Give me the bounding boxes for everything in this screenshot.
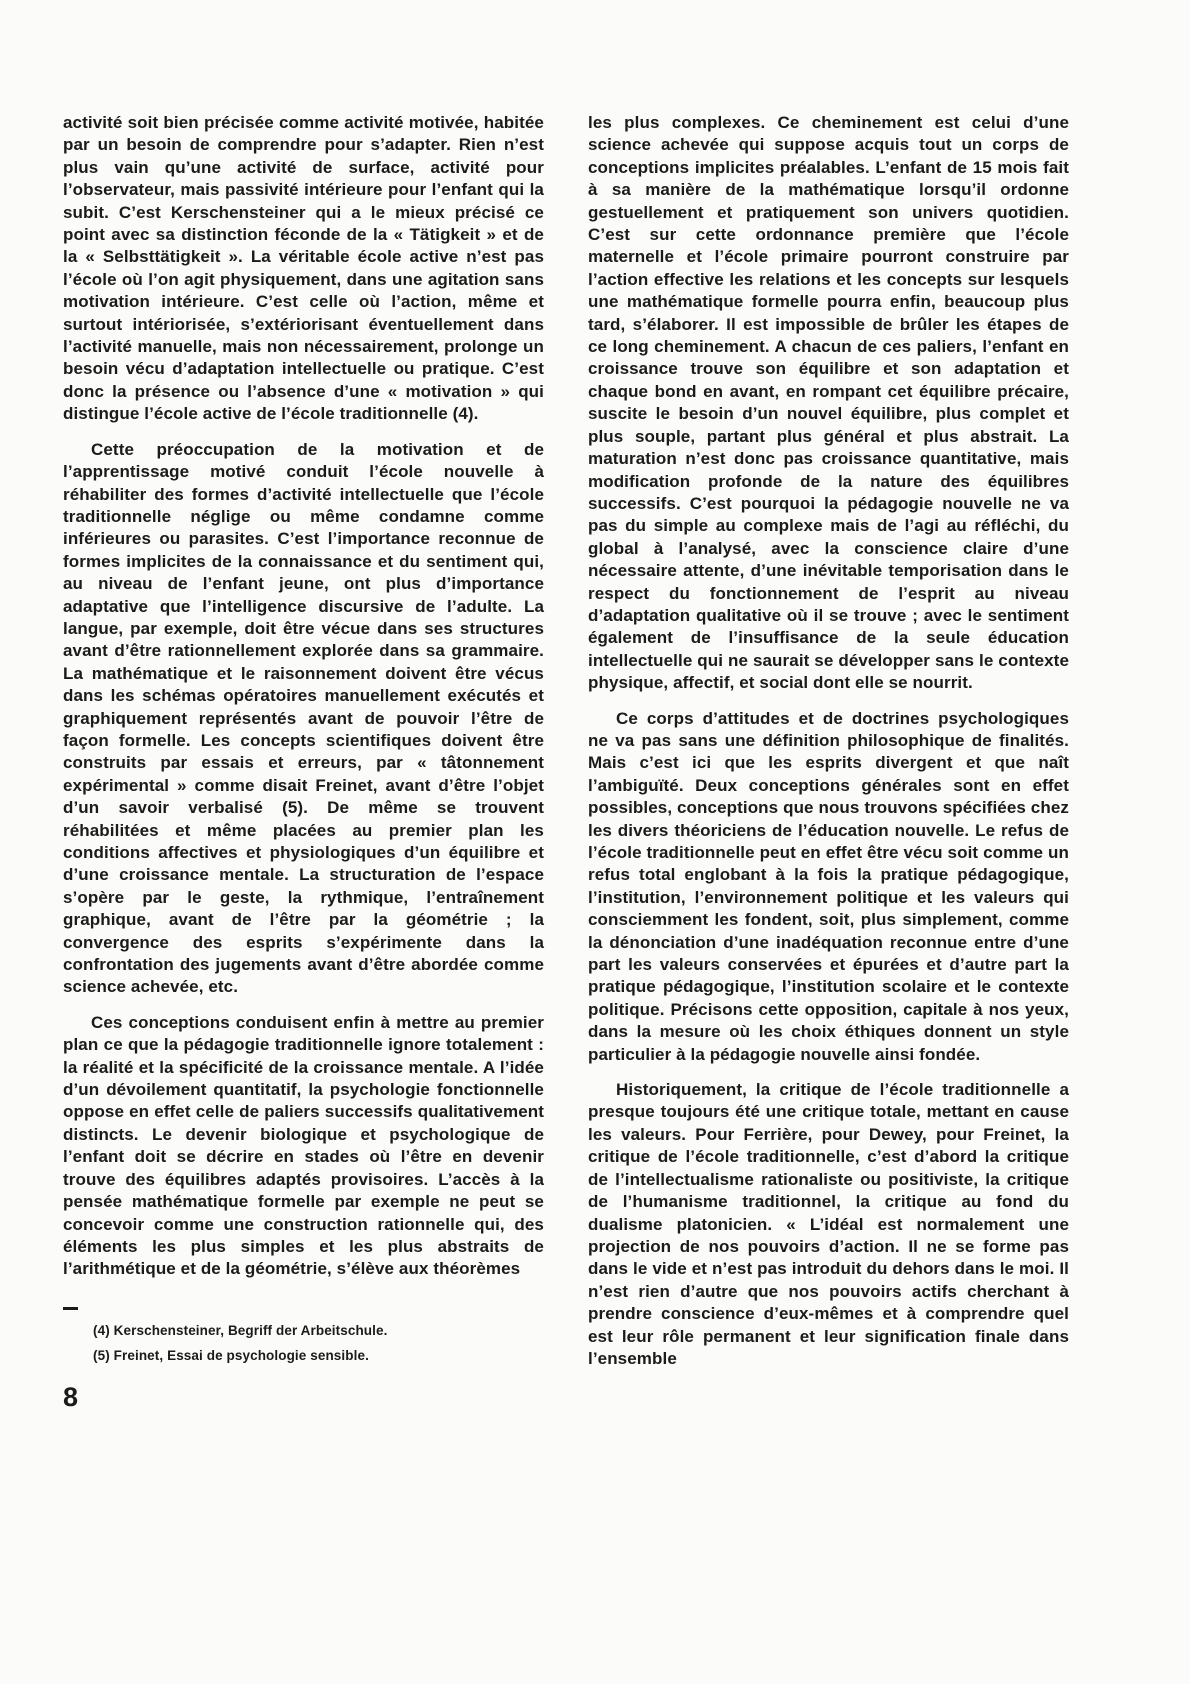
footnote-author: Kerschensteiner, (113, 1322, 225, 1338)
right-column (588, 112, 1069, 1370)
footnote-author: Freinet, (113, 1347, 164, 1363)
footnote-ref: (4) (93, 1322, 110, 1338)
paragraph: Ce corps d’attitudes et de doctrines psychologiques ne va pas sans une définition philosophique de finalités. Mais c’est ici que les esprits divergent et que naît l’ambiguïté. Deux conceptions générales sont en effet possibles, conceptions que nous trouvons spécifiées chez les divers théoriciens de l’éducation nouvelle. Le refus de l’école traditionnelle peut en effet être vécu soit comme un refus total englobant à la fois la pratique pédagogique, l’institution, l’environnement politique et les valeurs qui consciemment les fondent, soit, plus simplement, comme la dénonciation d’une inadéquation reconnue entre d’une part les valeurs conservées et épurées et d’autre part la pratique pédagogique, l’institution scolaire et le contexte politique. Précisons cette opposition, capitale à nos yeux, dans la mesure où les choix éthiques donnent un style particulier à la pédagogie nouvelle ainsi fondée. (588, 708, 1069, 1064)
paragraph: activité soit bien précisée comme activité motivée, habitée par un besoin de comprendre pour s’adapter. Rien n’est plus vain qu’une activité de surface, activité pour l’observateur, mais passivité intérieure pour l’enfant qui la subit. C’est Kerschensteiner qui a le mieux précisé ce point avec sa distinction féconde de la « Tätigkeit » et de la « Selbsttätigkeit ». La véritable école active n’est pas l’école où l’on agit physiquement, dans une agitation sans motivation intérieure. C’est celle où l’action, même et surtout intériorisée, s’extériorisant éventuellement dans l’activité manuelle, mais non nécessairement, prolonge un besoin vécu d’adaptation intellectuelle ou pratique. C’est donc la présence ou l’absence d’une « motivation » qui distingue l’école active de l’école traditionnelle (4). (63, 113, 544, 424)
paragraph: Ces conceptions conduisent enfin à mettre au premier plan ce que la pédagogie traditionnelle ignore totalement : la réalité et la spécificité de la croissance mentale. A l’idée d’un dévoilement quantitatif, la psychologie fonctionnelle oppose en effet celle de paliers successifs qualitativement distincts. Le devenir biologique et psychologique de l’enfant doit se décrire en stades où l’être en devenir trouve des équilibres adaptés provisoires. L’accès à la pensée mathématique formelle par exemple ne peut se concevoir comme une construction rationnelle qui, des éléments les plus simples et les plus abstraits de l’arithmétique et de la géométrie, s’élève aux théorèmes (63, 1012, 544, 1279)
paragraph: les plus complexes. Ce cheminement est celui d’une science achevée qui suppose acquis tout un corps de conceptions implicites préalables. L’enfant de 15 mois fait à sa manière de la mathématique lorsqu’il ordonne gestuellement et pratiquement son univers quotidien. C’est sur cette ordonnance première que l’école maternelle et l’école primaire pourront construire par l’action effective les relations et les concepts sur lesquels une mathématique formelle pourra enfin, beaucoup plus tard, s’élaborer. Il est impossible de brûler les étapes de ce long cheminement. A chacun de ces paliers, l’enfant en croissance trouve son équilibre et son adaptation et chaque bond en avant, en rompant cet équilibre précaire, suscite le besoin d’un nouvel équilibre, plus complet et plus souple, partant plus général et plus abstrait. La maturation n’est donc pas croissance quantitative, mais modification profonde de la nature des équilibres successifs. C’est pourquoi la pédagogie nouvelle ne va pas du simple au complexe mais de l’agi au réfléchi, du global à l’analysé, avec la conscience claire d’une nécessaire attente, d’une inévitable temporisation dans le respect du fonctionnement de l’esprit au niveau d’adaptation qualitative où il se trouve ; avec le sentiment également de l’insuffisance de la seule éducation intellectuelle qui ne saurait se développer sans le contexte physique, affectif, et social dont elle se nourrit. (588, 113, 1069, 693)
paragraph: Cette préoccupation de la motivation et de l’apprentissage motivé conduit l’école nouvelle à réhabiliter des formes d’activité intellectuelle que l’école traditionnelle néglige ou même condamne comme inférieures ou parasites. C’est l’importance reconnue de formes implicites de la connaissance et du sentiment qui, au niveau de l’enfant jeune, ont plus d’importance adaptative que l’intelligence discursive de l’adulte. La langue, par exemple, doit être vécue dans ses structures avant d’être rationnellement explorée dans sa grammaire. La mathématique et le raisonnement doivent être vécus dans les schémas opératoires manuellement exécutés et graphiquement représentés avant de pouvoir l’être de façon formelle. Les concepts scientifiques doivent être construits par essais et erreurs, par « tâtonnement expérimental » comme disait Freinet, avant d’être l’objet d’un savoir verbalisé (5). De même se trouvent réhabilitées et même placées au premier plan les conditions affectives et physiologiques d’un équilibre et d’une croissance mentale. La structuration de l’espace s’opère par le geste, la rythmique, l’entraînement graphique, avant de l’être par la géométrie ; la convergence des esprits s’expérimente dans la confrontation des jugements avant d’être abordée comme science achevée, etc. (63, 439, 544, 997)
page-number: 8 (63, 1382, 79, 1412)
footnote (93, 1318, 544, 1343)
footnote-title: Essai de psychologie sensible. (167, 1347, 369, 1363)
text-columns (63, 112, 1069, 1370)
footnote-title: Begriff der Arbeitschule. (227, 1322, 388, 1338)
footnote-separator (63, 1307, 78, 1310)
paragraph: Historiquement, la critique de l’école traditionnelle a presque toujours été une critique totale, mettant en cause les valeurs. Pour Ferrière, pour Dewey, pour Freinet, la critique de l’école traditionnelle, c’est d’abord la critique de l’intellectualisme rationaliste ou positiviste, la critique de l’humanisme traditionnel, la critique au fond du dualisme platonicien. « L’idéal est normalement une projection de nos pouvoirs d’action. Il ne se forme pas dans le vide et n’est pas introduit du dehors dans le moi. Il n’est rien d’autre que nos pouvoirs actifs cherchant à prendre conscience d’eux-mêmes et à comprendre quel est leur rôle permanent et leur signification finale dans l’ensemble (588, 1080, 1069, 1368)
footnote (93, 1343, 544, 1368)
footnote-ref: (5) (93, 1347, 110, 1363)
left-column (63, 112, 544, 1370)
footnotes (63, 1307, 544, 1368)
